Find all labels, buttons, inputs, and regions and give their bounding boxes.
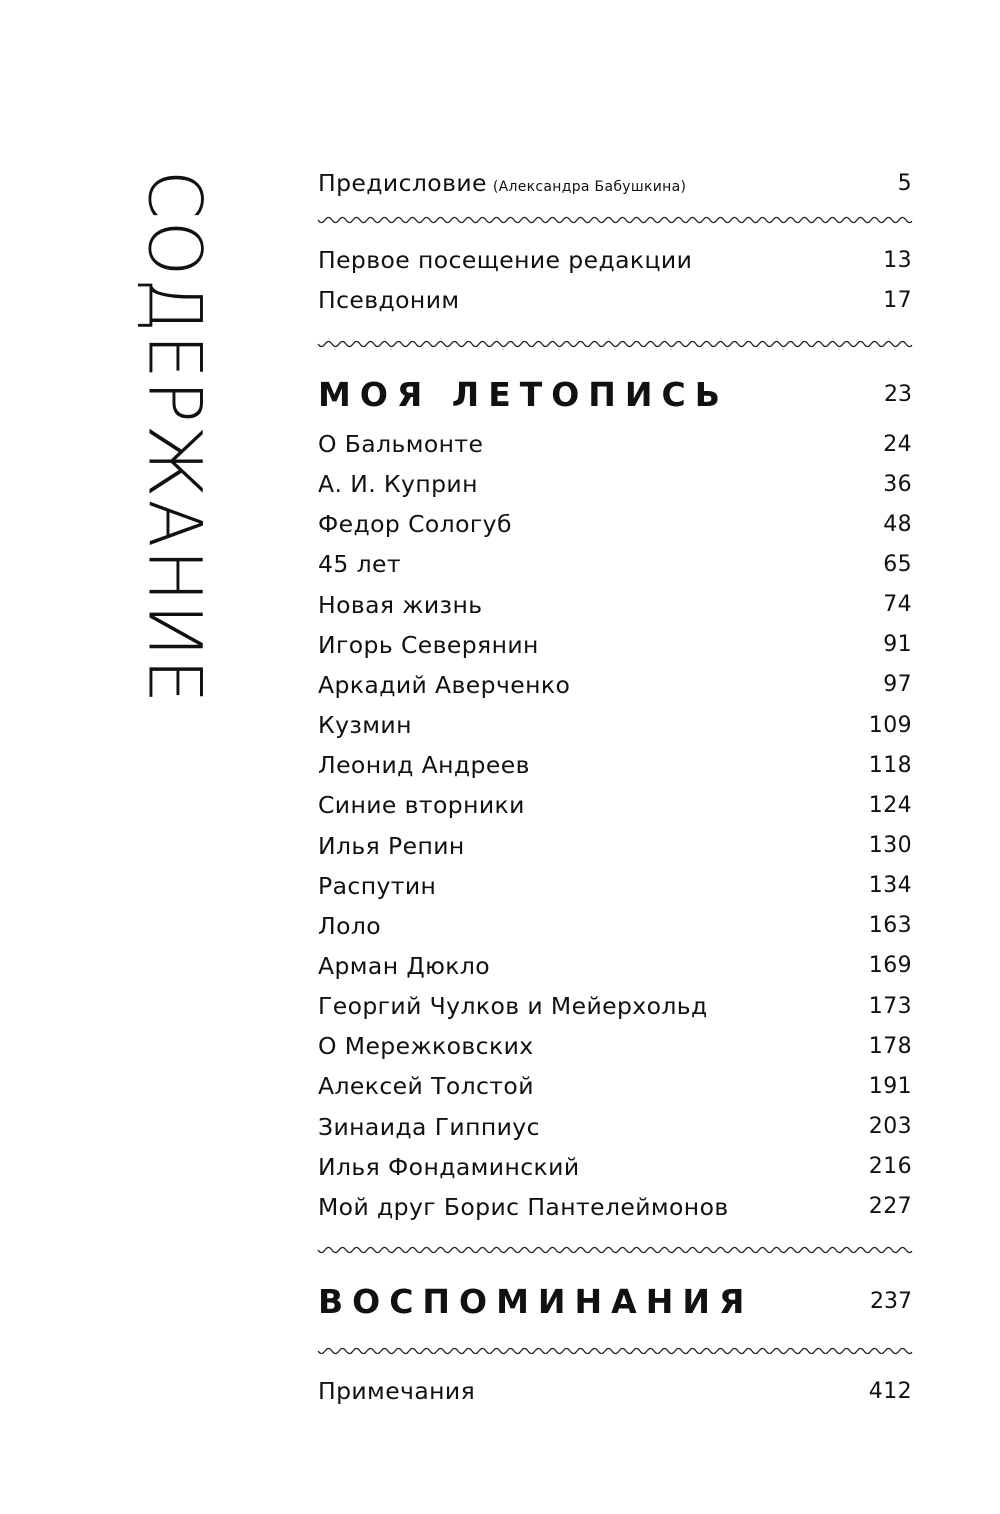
toc-entry-page: 5	[897, 170, 912, 196]
toc-entry-title: Синие вторники	[318, 791, 525, 820]
toc-entry[interactable]	[318, 665, 912, 705]
toc-entry-page: 74	[883, 592, 912, 618]
toc-entry[interactable]	[318, 280, 912, 320]
toc-entry[interactable]	[318, 625, 912, 665]
wavy-divider	[318, 1244, 912, 1256]
toc-entry[interactable]	[318, 424, 912, 464]
toc-entry-title: Аркадий Аверченко	[318, 670, 571, 699]
toc-entry-title: Первое посещение редакции	[318, 246, 693, 274]
wavy-line	[318, 217, 912, 222]
toc-entry-title: Псевдоним	[318, 286, 460, 314]
toc-entry-title: Примечания	[318, 1377, 476, 1405]
wavy-divider	[318, 338, 912, 350]
section-page: 23	[884, 381, 912, 407]
toc-entry-title: Арман Дюкло	[318, 951, 491, 980]
toc-entry-page: 17	[883, 287, 912, 313]
toc-entry-page: 191	[868, 1073, 912, 1099]
toc-entry-author: (Александра Бабушкина)	[492, 179, 687, 195]
toc-entry-title: Новая жизнь	[318, 590, 483, 619]
toc-entry-title: Лоло	[318, 911, 382, 940]
toc-entry[interactable]	[318, 705, 912, 745]
toc-entry-title: Федор Сологуб	[318, 510, 512, 539]
toc-entry[interactable]	[318, 1187, 912, 1227]
wavy-line	[318, 1348, 912, 1353]
toc-entry[interactable]	[318, 986, 912, 1026]
toc-entry[interactable]	[318, 866, 912, 906]
toc-entry-page: 36	[883, 471, 912, 497]
toc-entry-page: 163	[868, 913, 912, 939]
toc-entry-title: Распутин	[318, 871, 437, 900]
toc-entry[interactable]	[318, 240, 912, 280]
toc-entry-page: 91	[883, 632, 912, 658]
toc-entry[interactable]	[318, 585, 912, 625]
toc-entry-page: 169	[868, 953, 912, 979]
toc-entry-title: О Бальмонте	[318, 430, 484, 458]
toc-entry[interactable]	[318, 1107, 912, 1147]
toc-entry-title: Предисловие	[318, 169, 487, 197]
toc-entry-title: Мой друг Борис Пантелеймонов	[318, 1192, 729, 1221]
toc-entry-page: 97	[883, 672, 912, 698]
toc-entry-page: 24	[883, 431, 912, 457]
toc-entry[interactable]	[318, 906, 912, 946]
section-page: 237	[870, 1288, 912, 1314]
contents-vertical-title	[131, 170, 218, 830]
toc-entry-title: Георгий Чулков и Мейерхольд	[318, 992, 708, 1021]
toc-entry[interactable]	[318, 745, 912, 785]
toc-entry-title: Игорь Северянин	[318, 630, 539, 659]
wavy-line	[318, 341, 912, 346]
toc-entry-page: 134	[868, 873, 912, 899]
toc-entry[interactable]	[318, 1066, 912, 1106]
toc-entry-page: 178	[868, 1033, 912, 1059]
toc-entry-page: 13	[883, 247, 912, 273]
toc-entry-title: Илья Фондаминский	[318, 1152, 580, 1181]
toc-entry-preface[interactable]	[318, 163, 912, 203]
toc-entry-title: Алексей Толстой	[318, 1072, 534, 1101]
toc-entry[interactable]	[318, 826, 912, 866]
toc-entry-title: А. И. Куприн	[318, 470, 478, 499]
table-of-contents	[318, 0, 912, 1514]
toc-entry-page: 227	[868, 1194, 912, 1220]
toc-entry-page: 203	[868, 1114, 912, 1140]
toc-entry-title: Зинаида Гиппиус	[318, 1112, 540, 1141]
toc-entry-notes[interactable]	[318, 1371, 912, 1411]
wavy-line	[318, 1247, 912, 1252]
toc-entry-page: 173	[868, 993, 912, 1019]
toc-entry[interactable]	[318, 1026, 912, 1066]
toc-entry-page: 65	[883, 551, 912, 577]
toc-entry[interactable]	[318, 504, 912, 544]
toc-entry-page: 216	[868, 1154, 912, 1180]
toc-entry-page: 109	[868, 712, 912, 738]
contents-vertical-title-text: СОДЕРЖАНИЕ	[131, 170, 218, 706]
toc-entry[interactable]	[318, 1147, 912, 1187]
toc-entry[interactable]	[318, 544, 912, 584]
toc-entry-page: 48	[883, 511, 912, 537]
toc-entry-page: 412	[868, 1378, 912, 1404]
toc-entry-page: 130	[868, 833, 912, 858]
wavy-divider	[318, 214, 912, 226]
section-heading-my-chronicle[interactable]	[318, 366, 912, 422]
toc-entry[interactable]	[318, 946, 912, 986]
toc-entry-title: О Мережковских	[318, 1032, 534, 1061]
toc-entry-page: 118	[868, 752, 912, 778]
toc-entry[interactable]	[318, 464, 912, 504]
toc-entry-title: Илья Репин	[318, 831, 465, 860]
toc-entry-title: 45 лет	[318, 550, 401, 579]
toc-entry-page: 124	[868, 792, 912, 818]
toc-entry-title: Леонид Андреев	[318, 751, 530, 780]
toc-entry[interactable]	[318, 785, 912, 825]
toc-entry-title-wrap	[318, 169, 686, 197]
section-heading-memories[interactable]	[318, 1273, 912, 1329]
section-title: ВОСПОМИНАНИЯ	[318, 1281, 754, 1321]
section-title: МОЯ ЛЕТОПИСЬ	[318, 374, 729, 414]
wavy-divider	[318, 1345, 912, 1357]
toc-entry-title: Кузмин	[318, 711, 412, 740]
